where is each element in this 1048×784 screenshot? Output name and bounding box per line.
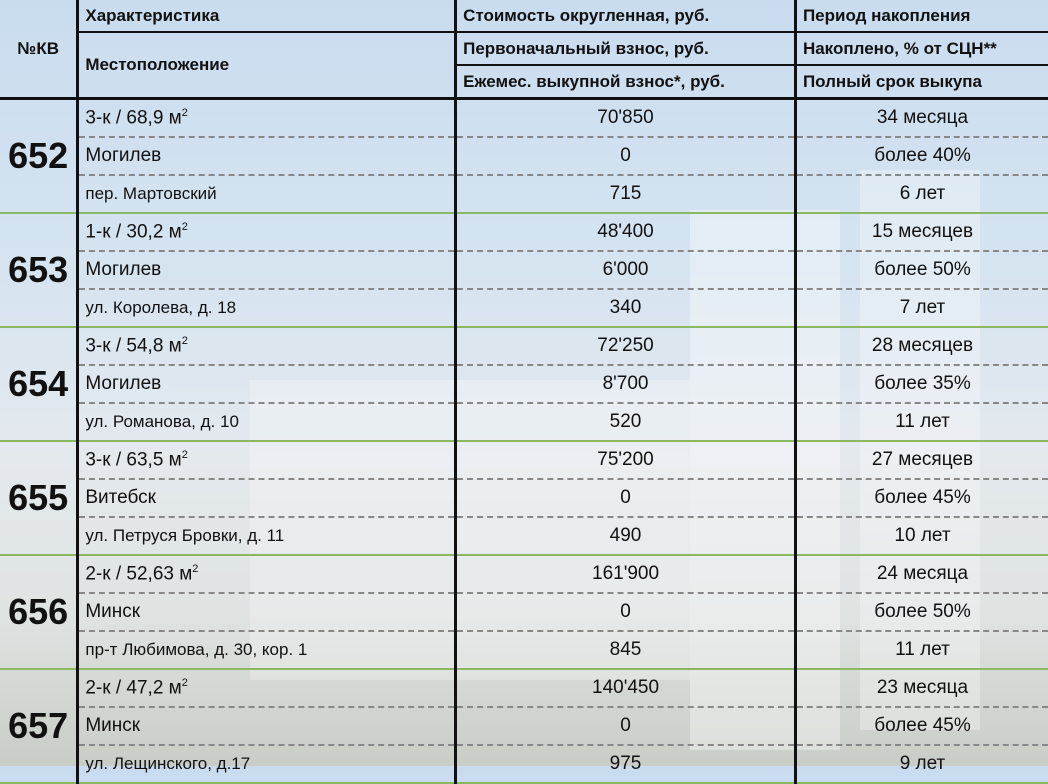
initial-value: 8'700 — [456, 365, 796, 403]
street: ул. Королева, д. 18 — [78, 289, 456, 327]
header-period: Период накопления — [795, 0, 1048, 32]
table-row — [0, 327, 1048, 365]
cost-value: 72'250 — [456, 327, 796, 365]
initial-value: 0 — [456, 137, 796, 175]
period-value: 27 месяцев — [795, 441, 1048, 479]
superscript: 2 — [192, 562, 199, 575]
initial-value: 0 — [456, 479, 796, 517]
table-row — [0, 441, 1048, 479]
cost-value: 48'400 — [456, 213, 796, 251]
term-value: 11 лет — [795, 631, 1048, 669]
term-value: 7 лет — [795, 289, 1048, 327]
table-row — [0, 555, 1048, 593]
header-term: Полный срок выкупа — [795, 65, 1048, 99]
superscript: 2 — [181, 448, 188, 461]
apartment-number: 654 — [0, 327, 78, 441]
apartment-number: 653 — [0, 213, 78, 327]
superscript: 2 — [181, 334, 188, 347]
accumulated-value: более 45% — [795, 479, 1048, 517]
cost-value: 75'200 — [456, 441, 796, 479]
monthly-value: 340 — [456, 289, 796, 327]
monthly-value: 490 — [456, 517, 796, 555]
superscript: 2 — [181, 106, 188, 119]
city: Могилев — [78, 137, 456, 175]
accumulated-value: более 40% — [795, 137, 1048, 175]
accumulated-value: более 50% — [795, 251, 1048, 289]
cost-value: 70'850 — [456, 99, 796, 138]
apartment-number: 657 — [0, 669, 78, 783]
accumulated-value: более 50% — [795, 593, 1048, 631]
term-value: 11 лет — [795, 403, 1048, 441]
header-number: №КВ — [0, 0, 78, 99]
type-text: 3-к / 63,5 м — [85, 449, 182, 471]
type-text: 3-к / 68,9 м — [85, 107, 182, 129]
apartment-type — [78, 327, 456, 365]
superscript: 2 — [181, 220, 188, 233]
type-text: 2-к / 47,2 м — [85, 677, 182, 699]
period-value: 15 месяцев — [795, 213, 1048, 251]
term-value: 10 лет — [795, 517, 1048, 555]
apartment-type — [78, 213, 456, 251]
accumulated-value: более 35% — [795, 365, 1048, 403]
type-text: 3-к / 54,8 м — [85, 335, 182, 357]
period-value: 28 месяцев — [795, 327, 1048, 365]
initial-value: 0 — [456, 593, 796, 631]
street: ул. Лещинского, д.17 — [78, 745, 456, 783]
accumulated-value: более 45% — [795, 707, 1048, 745]
header-monthly: Ежемес. выкупной взнос*, руб. — [456, 65, 796, 99]
period-value: 34 месяца — [795, 99, 1048, 138]
table-row — [0, 99, 1048, 138]
type-text: 2-к / 52,63 м — [85, 563, 193, 585]
apartment-type — [78, 669, 456, 707]
cost-value: 161'900 — [456, 555, 796, 593]
street: пер. Мартовский — [78, 175, 456, 213]
city: Витебск — [78, 479, 456, 517]
header-cost: Стоимость округленная, руб. — [456, 0, 796, 32]
city: Минск — [78, 593, 456, 631]
apartment-number: 652 — [0, 99, 78, 214]
apartment-type — [78, 555, 456, 593]
superscript: 2 — [181, 676, 188, 689]
initial-value: 0 — [456, 707, 796, 745]
header-accumulated: Накоплено, % от СЦН** — [795, 32, 1048, 65]
monthly-value: 845 — [456, 631, 796, 669]
apartment-type — [78, 99, 456, 138]
monthly-value: 975 — [456, 745, 796, 783]
cost-value: 140'450 — [456, 669, 796, 707]
apartment-number: 656 — [0, 555, 78, 669]
monthly-value: 715 — [456, 175, 796, 213]
type-text: 1-к / 30,2 м — [85, 221, 182, 243]
street: ул. Романова, д. 10 — [78, 403, 456, 441]
apartment-number: 655 — [0, 441, 78, 555]
city: Могилев — [78, 251, 456, 289]
city: Могилев — [78, 365, 456, 403]
term-value: 9 лет — [795, 745, 1048, 783]
header-initial: Первоначальный взнос, руб. — [456, 32, 796, 65]
monthly-value: 520 — [456, 403, 796, 441]
header-characteristic: Характеристика — [78, 0, 456, 32]
street: пр-т Любимова, д. 30, кор. 1 — [78, 631, 456, 669]
street: ул. Петруся Бровки, д. 11 — [78, 517, 456, 555]
term-value: 6 лет — [795, 175, 1048, 213]
period-value: 24 месяца — [795, 555, 1048, 593]
table-row — [0, 669, 1048, 707]
table-row — [0, 213, 1048, 251]
header-location: Местоположение — [78, 32, 456, 99]
period-value: 23 месяца — [795, 669, 1048, 707]
initial-value: 6'000 — [456, 251, 796, 289]
apartment-type — [78, 441, 456, 479]
city: Минск — [78, 707, 456, 745]
